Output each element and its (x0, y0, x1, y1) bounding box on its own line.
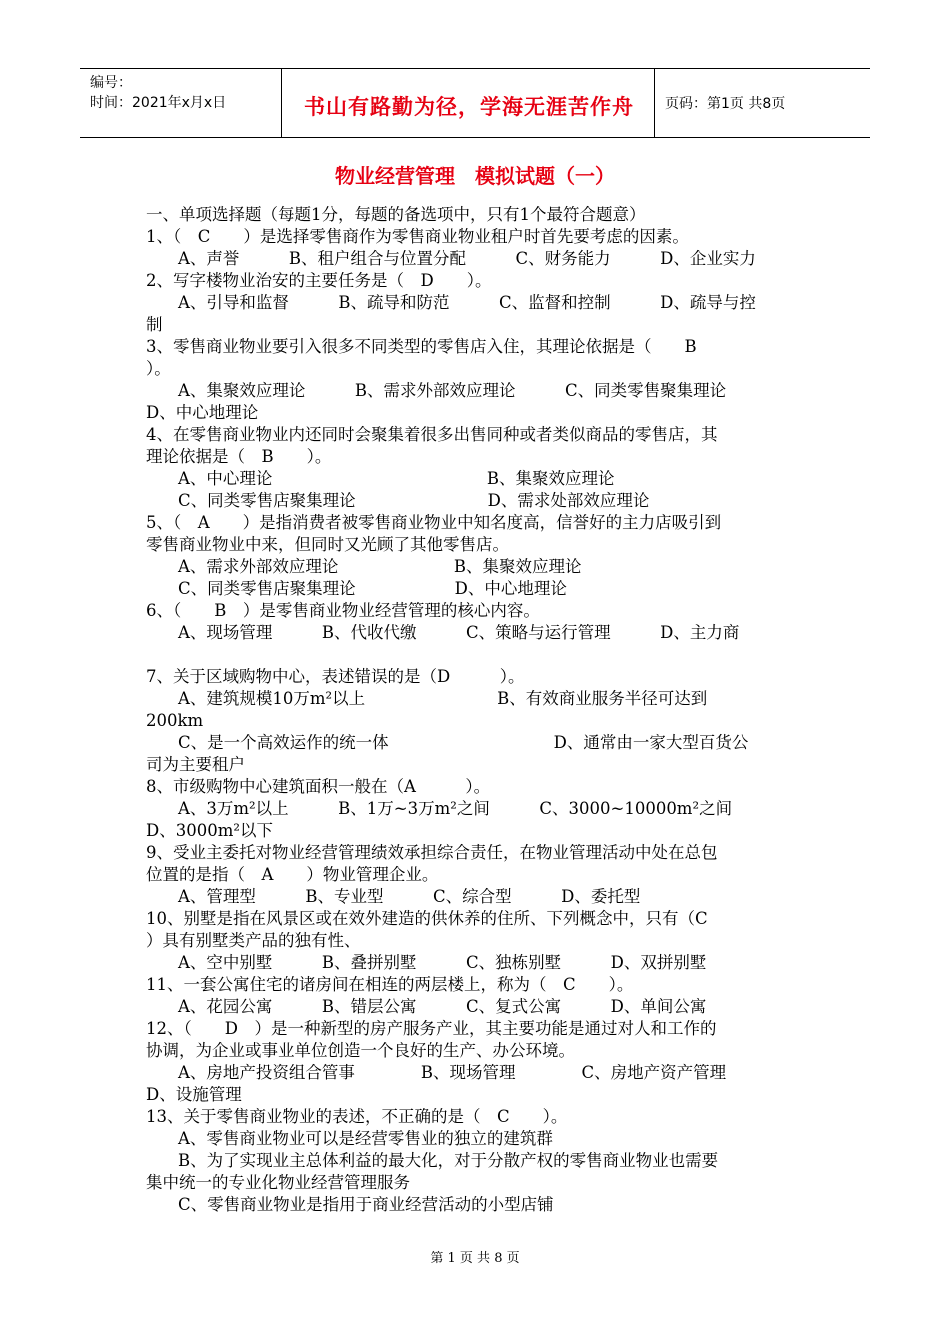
question-text: 7、关于区域购物中心，表述错误的是（D ）。 (146, 667, 525, 686)
question-text: 4、在零售商业物业内还同时会聚集着很多出售同种或者类似商品的零售店，其 (146, 425, 718, 444)
document-title: 物业经营管理 模拟试题（一） (335, 164, 615, 188)
question-options: A、需求外部效应理论 B、集聚效应理论 (178, 557, 582, 576)
question-options-cont: 200km (146, 711, 204, 730)
question-options: A、3万m²以上 B、1万~3万m²之间 C、3000~10000m²之间 (178, 799, 733, 818)
number-label: 编号： (90, 75, 132, 91)
question-text-cont: 位置的是指（ A ）物业管理企业。 (146, 865, 439, 884)
question-text: 11、一套公寓住宅的诸房间在相连的两层楼上，称为（ C ）。 (146, 975, 634, 994)
question-options: A、声誉 B、租户组合与位置分配 C、财务能力 D、企业实力 (178, 249, 756, 268)
question-options-cont: 集中统一的专业化物业经营管理服务 (146, 1173, 410, 1192)
question-text-cont: 理论依据是（ B ）。 (146, 447, 332, 466)
header-divider (281, 69, 282, 137)
question-options: A、引导和监督 B、疏导和防范 C、监督和控制 D、疏导与控 (178, 293, 756, 312)
question-options-cont: D、设施管理 (146, 1085, 242, 1104)
question-options: C、同类零售店聚集理论 D、中心地理论 (178, 579, 567, 598)
question-options: B、为了实现业主总体利益的最大化，对于分散产权的零售商业物业也需要 (178, 1151, 719, 1170)
question-text: 12、（ D ）是一种新型的房产服务产业，其主要功能是通过对人和工作的 (146, 1019, 717, 1038)
question-text: 8、市级购物中心建筑面积一般在（A ）。 (146, 777, 491, 796)
page-footer: 第 1 页 共 8 页 (430, 1251, 520, 1266)
question-options: A、现场管理 B、代收代缴 C、策略与运行管理 D、主力商 (178, 623, 740, 642)
blank-line (146, 644, 810, 666)
question-options: C、是一个高效运作的统一体 D、通常由一家大型百货公 (178, 733, 749, 752)
question-options: A、集聚效应理论 B、需求外部效应理论 C、同类零售聚集理论 (178, 381, 727, 400)
question-options-cont: 司为主要租户 (146, 755, 245, 774)
question-text: 9、受业主委托对物业经营管理绩效承担综合责任，在物业管理活动中处在总包 (146, 843, 718, 862)
question-options-cont: D、3000m²以下 (146, 821, 273, 840)
header-page-info: 页码：第1页 共8页 (665, 96, 786, 112)
question-options-cont: D、中心地理论 (146, 403, 259, 422)
question-list (146, 204, 810, 1216)
question-text-cont: ）具有别墅类产品的独有性、 (146, 931, 361, 950)
question-options: C、同类零售店聚集理论 D、需求处部效应理论 (178, 491, 650, 510)
question-options-cont: 制 (146, 315, 163, 334)
header-motto: 书山有路勤为径，学海无涯苦作舟 (304, 95, 634, 119)
question-options: A、管理型 B、专业型 C、综合型 D、委托型 (178, 887, 641, 906)
question-options: A、房地产投资组合管事 B、现场管理 C、房地产资产管理 (178, 1063, 727, 1082)
question-text-cont: ）。 (146, 359, 171, 378)
question-options: A、建筑规模10万m²以上 B、有效商业服务半径可达到 (178, 689, 708, 708)
question-text-cont: 协调，为企业或事业单位创造一个良好的生产、办公环境。 (146, 1041, 575, 1060)
page-header (80, 68, 870, 138)
section-heading: 一、单项选择题（每题1分，每题的备选项中，只有1个最符合题意） (146, 205, 646, 224)
question-options: A、零售商业物业可以是经营零售业的独立的建筑群 (178, 1129, 553, 1148)
question-options: A、空中别墅 B、叠拼别墅 C、独栋别墅 D、双拼别墅 (178, 953, 707, 972)
question-options: C、零售商业物业是指用于商业经营活动的小型店铺 (178, 1195, 554, 1214)
question-text: 1、（ C ）是选择零售商作为零售商业物业租户时首先要考虑的因素。 (146, 227, 689, 246)
question-text: 13、关于零售商业物业的表述，不正确的是（ C ）。 (146, 1107, 568, 1126)
header-divider (654, 69, 655, 137)
question-text-cont: 零售商业物业中来，但同时又光顾了其他零售店。 (146, 535, 509, 554)
header-meta (90, 73, 226, 113)
question-text: 2、写字楼物业治安的主要任务是（ D ）。 (146, 271, 492, 290)
question-text: 10、别墅是指在风景区或在效外建造的供休养的住所、下列概念中，只有（C (146, 909, 708, 928)
time-label: 时间：2021年x月x日 (90, 95, 227, 111)
question-options: A、中心理论 B、集聚效应理论 (178, 469, 615, 488)
question-text: 5、（ A ）是指消费者被零售商业物业中知名度高，信誉好的主力店吸引到 (146, 513, 722, 532)
question-text: 3、零售商业物业要引入很多不同类型的零售店入住，其理论依据是（ B (146, 337, 697, 356)
question-text: 6、（ B ）是零售商业物业经营管理的核心内容。 (146, 601, 540, 620)
question-options: A、花园公寓 B、错层公寓 C、复式公寓 D、单间公寓 (178, 997, 707, 1016)
